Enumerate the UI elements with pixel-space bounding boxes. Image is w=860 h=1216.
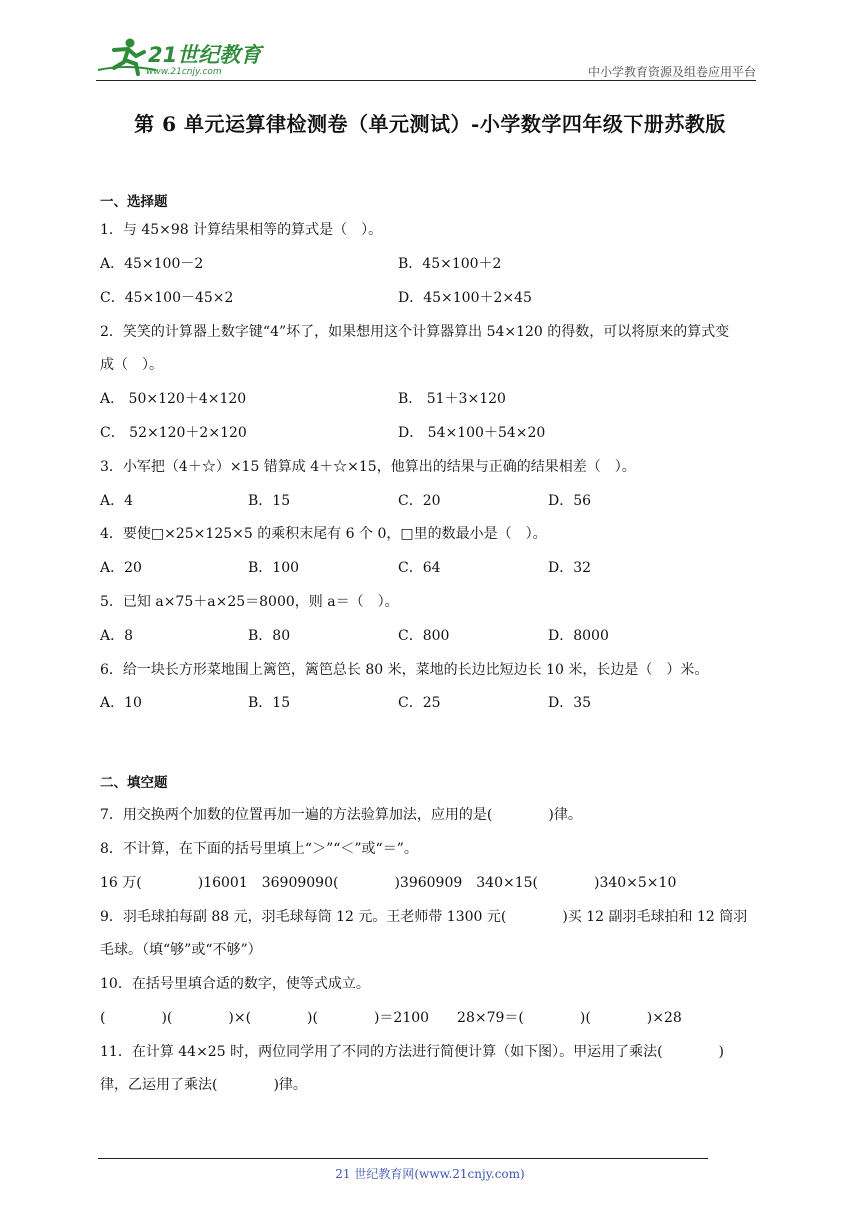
question-8: 8．不计算，在下面的括号里填上“＞”“＜”或“＝”。	[100, 841, 418, 857]
question-11-line2: 律，乙运用了乘法( )律。	[100, 1077, 307, 1093]
question-2-line2: 成（ ）。	[100, 357, 163, 373]
section-heading-fill: 二、填空题	[100, 775, 168, 791]
question-9-line2: 毛球。（填“够”或“不够”）	[100, 942, 262, 958]
question-1: 1．与 45×98 计算结果相等的算式是（ ）。	[100, 222, 383, 238]
q3-option-d: D．56	[548, 493, 592, 509]
q5-option-d: D．8000	[548, 628, 609, 644]
question-10: 10．在括号里填合适的数字，使等式成立。	[100, 976, 370, 992]
svg-text:www.21cnjy.com: www.21cnjy.com	[146, 67, 222, 77]
question-6: 6．给一块长方形菜地围上篱笆，篱笆总长 80 米，菜地的长边比短边长 10 米，长边是（ ）米。	[100, 662, 709, 678]
question-2-line1: 2．笑笑的计算器上数字键“4”坏了，如果想用这个计算器算出 54×120 的得数，可以将原来的算式变	[100, 324, 730, 340]
q2-option-a: A． 50×120＋4×120	[100, 391, 247, 407]
q6-option-c: C．25	[398, 695, 441, 711]
q2-option-b: B． 51＋3×120	[398, 391, 506, 407]
question-8-items: 16 万( )16001 36909090( )3960909 340×15( )340×5×10	[100, 875, 677, 891]
q3-option-b: B．15	[248, 493, 291, 509]
footer-site-link[interactable]: 21 世纪教育网(www.21cnjy.com)	[335, 1167, 525, 1181]
section-heading-choice: 一、选择题	[100, 194, 168, 210]
q1-option-d: D．45×100＋2×45	[398, 290, 532, 306]
q5-option-c: C．800	[398, 628, 450, 644]
q1-option-b: B．45×100＋2	[398, 256, 502, 272]
question-7: 7．用交换两个加数的位置再加一遍的方法验算加法，应用的是( )律。	[100, 807, 582, 823]
question-10-items: ( )( )×( )( )＝2100 28×79＝( )( )×28	[100, 1010, 682, 1026]
q1-option-c: C．45×100－45×2	[100, 290, 234, 306]
q6-option-b: B．15	[248, 695, 291, 711]
q4-option-b: B．100	[248, 560, 300, 576]
q3-option-c: C．20	[398, 493, 441, 509]
question-11-line1: 11．在计算 44×25 时，两位同学用了不同的方法进行简便计算（如下图）。甲运用了乘法( )	[100, 1044, 724, 1060]
q2-option-d: D． 54×100＋54×20	[398, 425, 546, 441]
site-logo	[96, 36, 266, 80]
q4-option-a: A．20	[100, 560, 142, 576]
q5-option-a: A．8	[100, 628, 134, 644]
question-3: 3．小军把（4＋☆）×15 错算成 4＋☆×15，他算出的结果与正确的结果相差（ ）。	[100, 459, 636, 475]
header-divider	[96, 80, 756, 81]
q6-option-d: D．35	[548, 695, 592, 711]
q5-option-b: B．80	[248, 628, 291, 644]
runner-logo-icon	[96, 36, 266, 80]
question-9-line1: 9．羽毛球拍每副 88 元，羽毛球每筒 12 元。王老师带 1300 元( )买 12 副羽毛球拍和 12 筒羽	[100, 909, 748, 925]
q6-option-a: A．10	[100, 695, 142, 711]
header-platform-text: 中小学教育资源及组卷应用平台	[587, 65, 756, 79]
question-5: 5．已知 a×75＋a×25＝8000，则 a＝（ ）。	[100, 594, 399, 610]
document-title: 第 6 单元运算律检测卷（单元测试）-小学数学四年级下册苏教版	[134, 112, 726, 136]
question-4: 4．要使□×25×125×5 的乘积末尾有 6 个 0，□里的数最小是（ ）。	[100, 526, 547, 542]
q1-option-a: A．45×100－2	[100, 256, 204, 272]
q2-option-c: C． 52×120＋2×120	[100, 425, 247, 441]
q4-option-d: D．32	[548, 560, 592, 576]
footer-divider	[98, 1158, 708, 1159]
q3-option-a: A．4	[100, 493, 134, 509]
svg-text:21世纪教育: 21世纪教育	[148, 43, 262, 67]
q4-option-c: C．64	[398, 560, 441, 576]
